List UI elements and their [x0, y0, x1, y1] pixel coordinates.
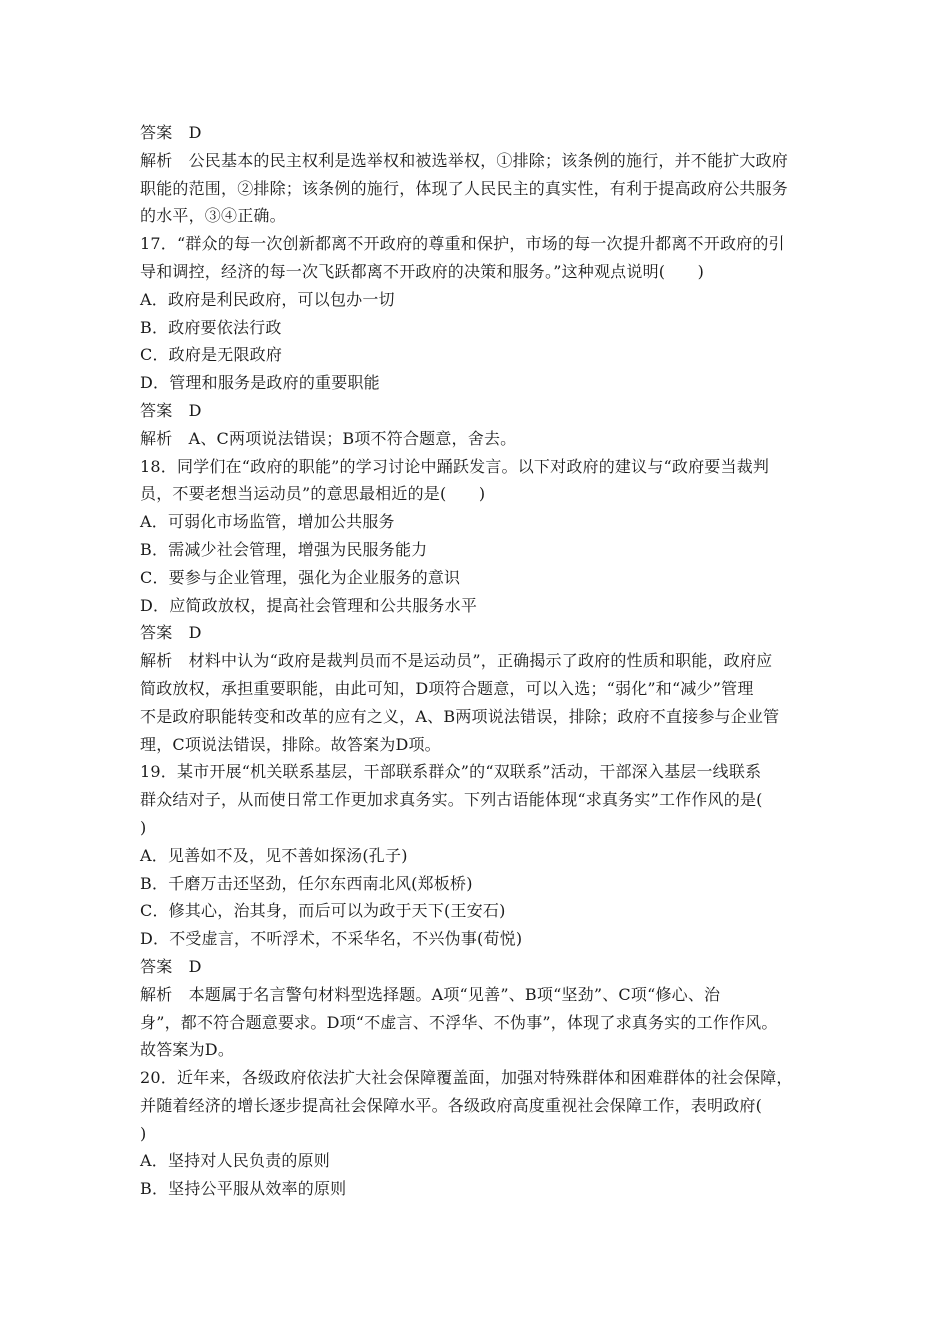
answer-line-q16: 答案 D — [140, 123, 202, 142]
question-17-option-b: B．政府要依法行政 — [140, 317, 282, 337]
question-18-stem-1: 18．同学们在“政府的职能”的学习讨论中踊跃发言。以下对政府的建议与“政府要当裁判 — [140, 456, 770, 476]
question-19-option-b: B．千磨万击还坚劲，任尔东西南北风(郑板桥) — [140, 873, 473, 893]
question-18-option-a: A．可弱化市场监管，增加公共服务 — [140, 512, 395, 532]
question-18-option-b: B．需减少社会管理，增强为民服务能力 — [140, 539, 428, 559]
question-20-stem-1: 20．近年来，各级政府依法扩大社会保障覆盖面，加强对特殊群体和困难群体的社会保障， — [140, 1068, 793, 1088]
question-18-stem-2: 员，不要老想当运动员”的意思最相近的是( ) — [140, 484, 486, 504]
analysis-line-q18-1: 解析 材料中认为“政府是裁判员而不是运动员”，正确揭示了政府的性质和职能，政府应 — [140, 651, 773, 671]
question-19-stem-1: 19．某市开展“机关联系基层，干部联系群众”的“双联系”活动，干部深入基层一线联系 — [140, 762, 762, 782]
question-19-option-d: D．不受虚言，不听浮术，不采华名，不兴伪事(荀悦) — [140, 929, 523, 949]
question-18-option-d: D．应简政放权，提高社会管理和公共服务水平 — [140, 595, 478, 615]
answer-line-q17: 答案 D — [140, 400, 202, 420]
answer-line-q18: 答案 D — [140, 623, 202, 643]
analysis-line-q16-1: 解析 公民基本的民主权利是选举权和被选举权，①排除；该条例的施行，并不能扩大政府 — [140, 150, 789, 170]
question-20-option-a: A．坚持对人民负责的原则 — [140, 1151, 330, 1171]
question-20-stem-2: 并随着经济的增长逐步提高社会保障水平。各级政府高度重视社会保障工作，表明政府( — [140, 1095, 763, 1115]
question-17-stem-1: 17．“群众的每一次创新都离不开政府的尊重和保护，市场的每一次提升都离不开政府的引 — [140, 234, 785, 254]
question-20-stem-3: ) — [140, 1123, 147, 1143]
analysis-line-q16-2: 职能的范围，②排除；该条例的施行，体现了人民民主的真实性，有利于提高政府公共服务 — [140, 178, 789, 198]
question-17-option-d: D．管理和服务是政府的重要职能 — [140, 373, 380, 393]
analysis-line-q18-2: 简政放权，承担重要职能，由此可知，D项符合题意，可以入选；“弱化”和“减少”管理 — [140, 678, 754, 698]
question-18-option-c: C．要参与企业管理，强化为企业服务的意识 — [140, 567, 461, 587]
question-17-stem-2: 导和调控，经济的每一次飞跃都离不开政府的决策和服务。”这种观点说明( ) — [140, 261, 705, 281]
question-17-option-a: A．政府是利民政府，可以包办一切 — [140, 289, 395, 309]
question-19-option-c: C．修其心，治其身，而后可以为政于天下(王安石) — [140, 901, 506, 921]
analysis-line-q19-3: 故答案为D。 — [140, 1040, 235, 1060]
question-20-option-b: B．坚持公平服从效率的原则 — [140, 1179, 347, 1199]
analysis-line-q18-3: 不是政府职能转变和改革的应有之义，A、B两项说法错误，排除；政府不直接参与企业管 — [140, 706, 780, 726]
document-page — [140, 119, 820, 1203]
analysis-line-q19-2: 身”，都不符合题意要求。D项“不虚言、不浮华、不伪事”，体现了求真务实的工作作风。 — [140, 1012, 778, 1032]
analysis-line-q19-1: 解析 本题属于名言警句材料型选择题。A项“见善”、B项“坚劲”、C项“修心、治 — [140, 984, 721, 1004]
question-19-stem-2: 群众结对子，从而使日常工作更加求真务实。下列古语能体现“求真务实”工作作风的是( — [140, 790, 763, 810]
answer-line-q19: 答案 D — [140, 956, 202, 976]
question-19-stem-3: ) — [140, 817, 147, 837]
analysis-line-q17: 解析 A、C两项说法错误；B项不符合题意，舍去。 — [140, 428, 517, 448]
question-19-option-a: A．见善如不及，见不善如探汤(孔子) — [140, 845, 408, 865]
analysis-line-q16-3: 的水平，③④正确。 — [140, 206, 286, 226]
analysis-line-q18-4: 理，C项说法错误，排除。故答案为D项。 — [140, 734, 441, 754]
question-17-option-c: C．政府是无限政府 — [140, 345, 283, 365]
